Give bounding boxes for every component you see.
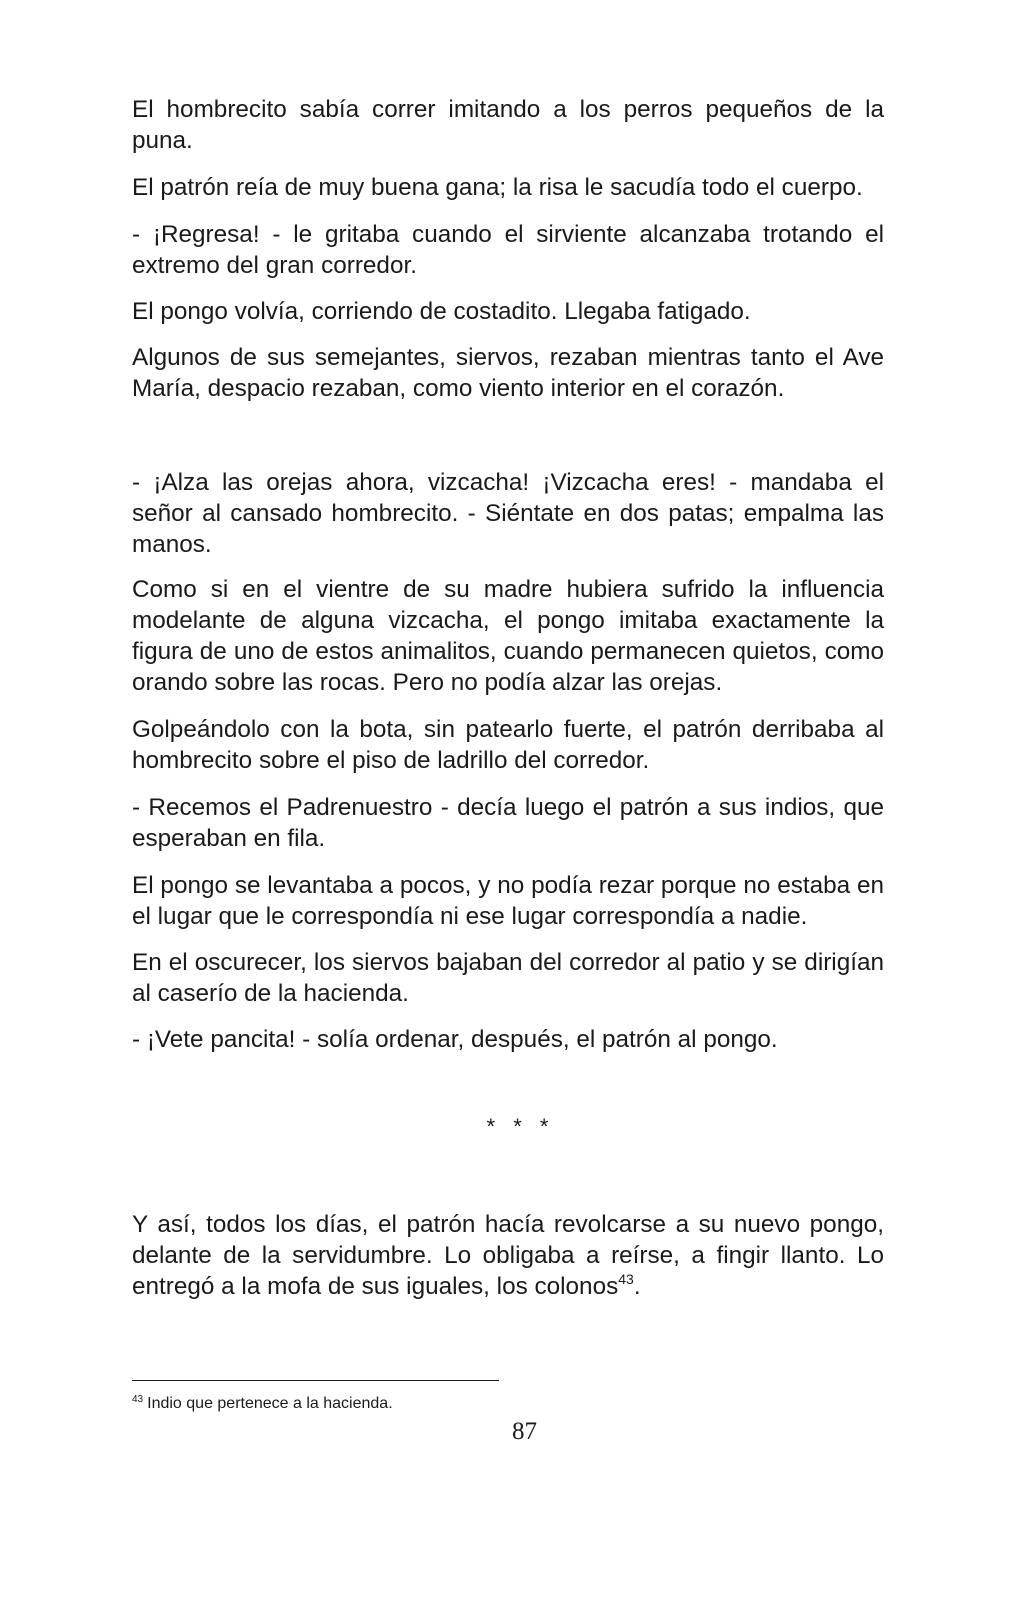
paragraph: Algunos de sus semejantes, siervos, rezaban mientras tanto el Ave María, despacio rezaban, como viento interior en el corazón. [132, 344, 884, 402]
footnote-text: Indio que pertenece a la hacienda. [147, 1395, 393, 1412]
page-number: 87 [512, 1418, 537, 1445]
footnote-marker: 43 [132, 1394, 144, 1405]
paragraph: El pongo volvía, corriendo de costadito. Llegaba fatigado. [132, 298, 751, 325]
footnote-reference[interactable]: 43 [618, 1271, 634, 1288]
paragraph: El hombrecito sabía correr imitando a los perros pequeños de la puna. [132, 96, 884, 154]
final-paragraph-text: Y así, todos los días, el patrón hacía revolcarse a su nuevo pongo, delante de la servidumbre. Lo obligaba a reírse, a fingir llanto. Lo entregó a la mofa de sus iguales, los colonos [132, 1211, 884, 1300]
footnote-divider [132, 1380, 499, 1381]
paragraph: - ¡Regresa! - le gritaba cuando el sirviente alcanzaba trotando el extremo del gran corredor. [132, 221, 884, 279]
paragraph: - ¡Vete pancita! - solía ordenar, después, el patrón al pongo. [132, 1026, 778, 1053]
paragraph: Golpeándolo con la bota, sin patearlo fuerte, el patrón derribaba al hombrecito sobre el piso de ladrillo del corredor. [132, 716, 884, 774]
footnote [132, 1395, 393, 1413]
paragraph: - ¡Alza las orejas ahora, vizcacha! ¡Vizcacha eres! - mandaba el señor al cansado hombrecito. - Siéntate en dos patas; empalma las manos. [132, 469, 884, 558]
paragraph: - Recemos el Padrenuestro - decía luego el patrón a sus indios, que esperaban en fila. [132, 794, 884, 852]
final-paragraph-end: . [633, 1273, 641, 1300]
section-break: * * * [486, 1114, 555, 1139]
final-paragraph [132, 1209, 884, 1302]
paragraph: En el oscurecer, los siervos bajaban del corredor al patio y se dirigían al caserío de la hacienda. [132, 949, 884, 1007]
paragraph: Como si en el vientre de su madre hubiera sufrido la influencia modelante de alguna vizcacha, el pongo imitaba exactamente la figura de uno de estos animalitos, cuando permanecen quietos, como orando sobre las rocas. Pero no podía alzar las orejas. [132, 576, 884, 696]
paragraph: El pongo se levantaba a pocos, y no podía rezar porque no estaba en el lugar que le correspondía ni ese lugar correspondía a nadie. [132, 872, 884, 930]
paragraph: El patrón reía de muy buena gana; la risa le sacudía todo el cuerpo. [132, 174, 863, 201]
